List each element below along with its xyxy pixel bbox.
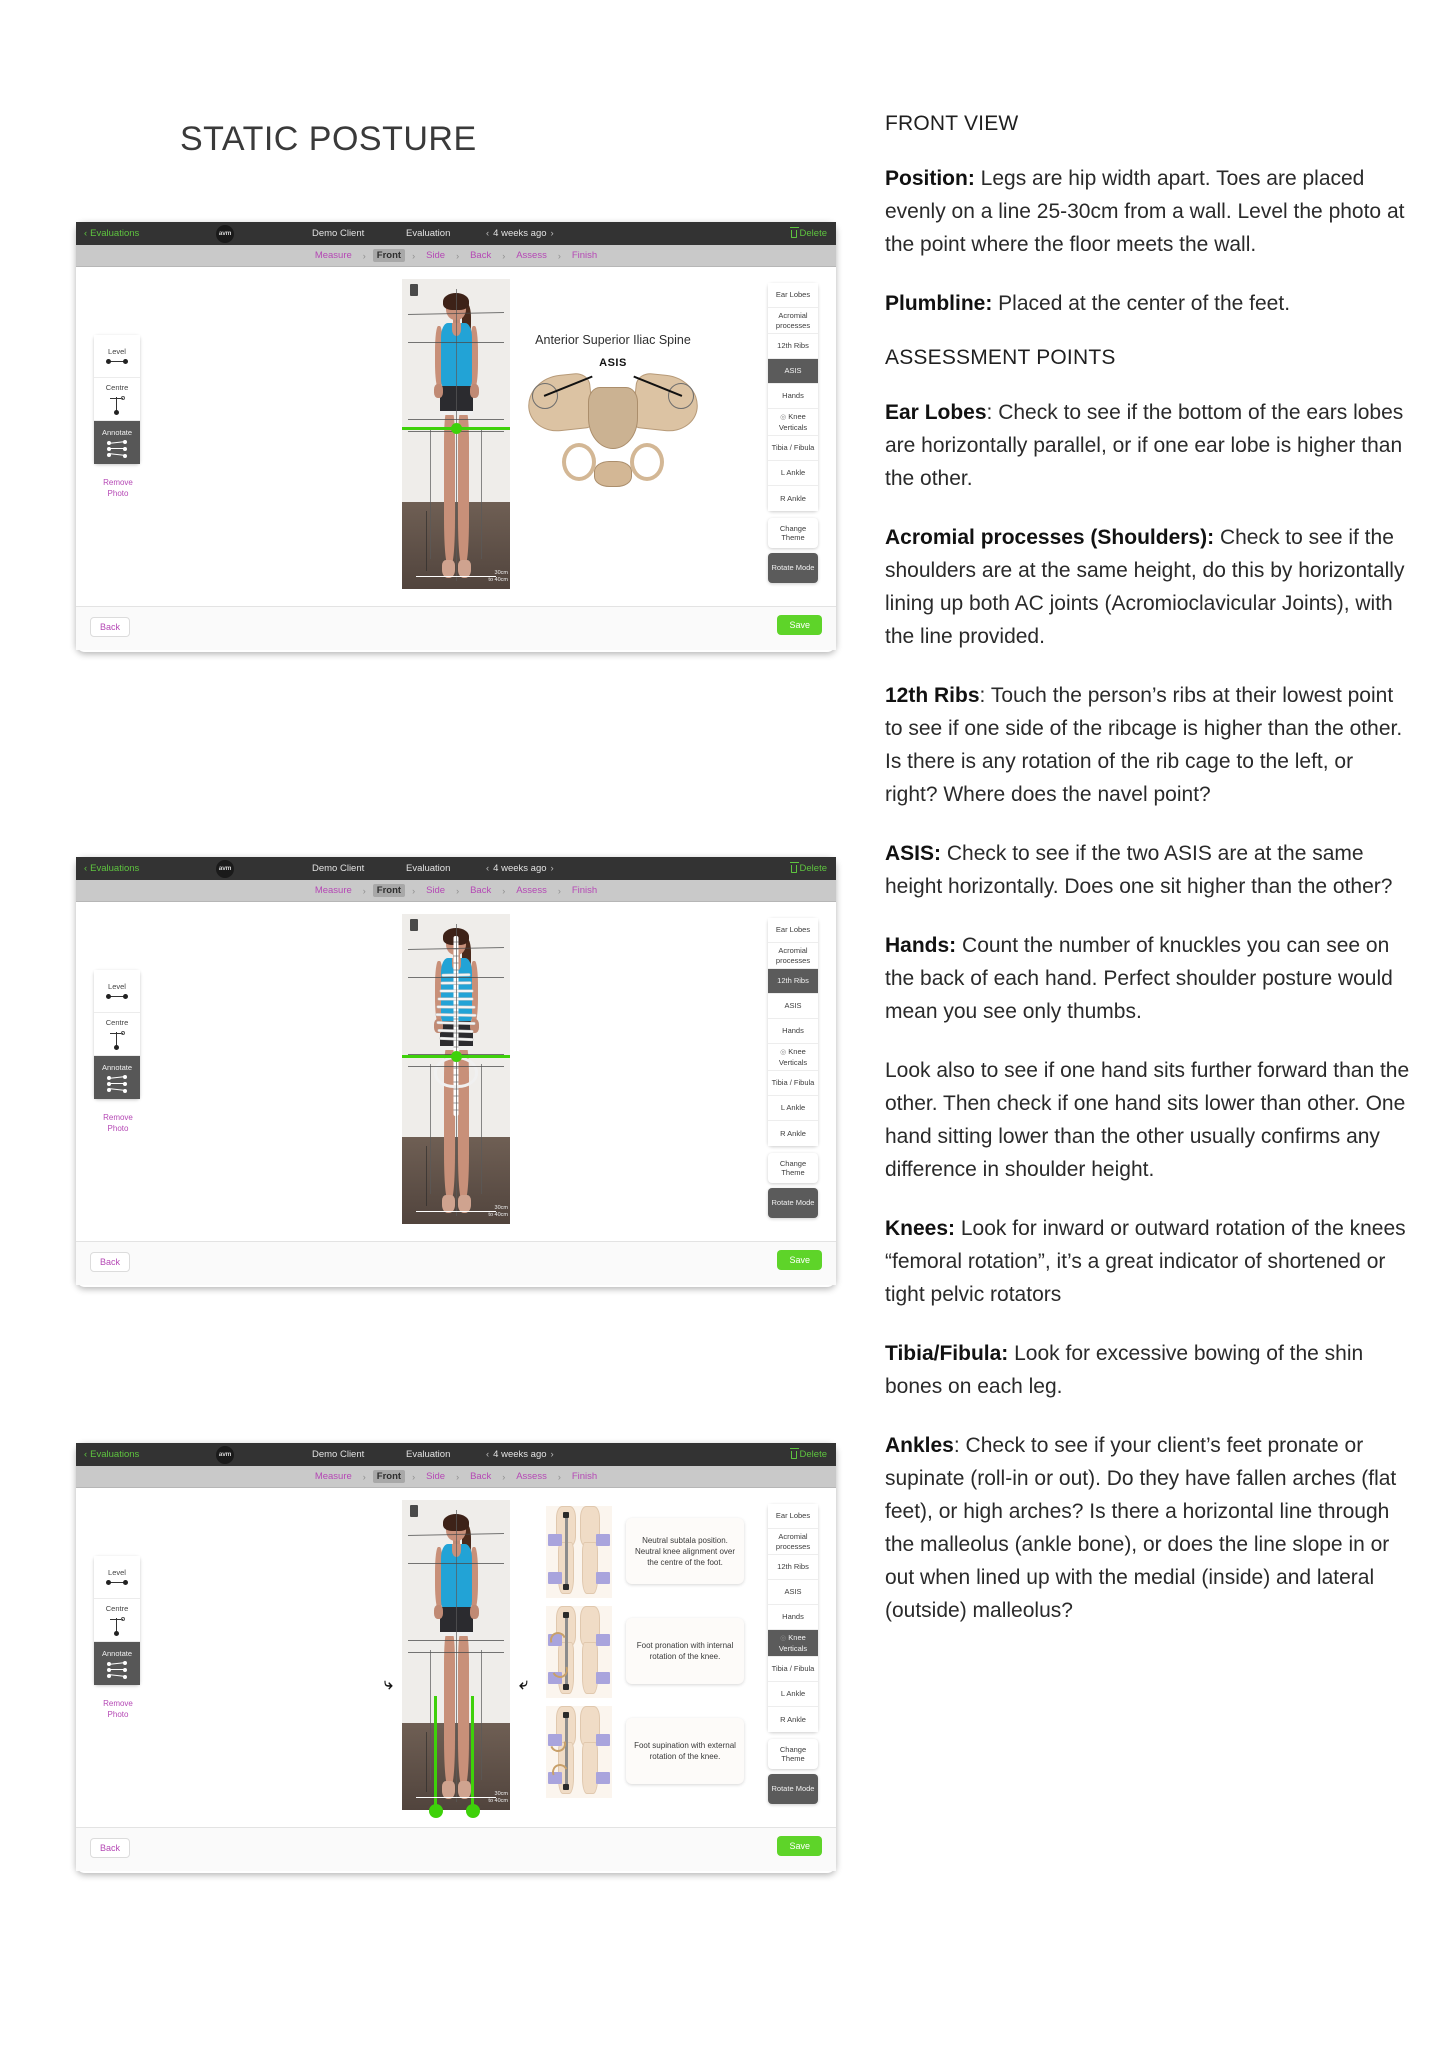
- date-stepper[interactable]: [486, 863, 554, 874]
- rotate-mode-button[interactable]: [768, 1188, 818, 1218]
- chevron-right-icon: ›: [557, 250, 561, 261]
- scale-label: 30cm to 40cm: [488, 1791, 508, 1804]
- assessment-point-asis[interactable]: [768, 994, 818, 1019]
- change-theme-label: Change Theme: [779, 1158, 807, 1177]
- knee-illustration-row: [546, 1606, 746, 1698]
- assessment-point-label: ◎ Knee Verticals: [778, 412, 808, 432]
- chevron-right-icon: ›: [412, 1471, 416, 1482]
- remove-photo-button[interactable]: Remove Photo: [103, 478, 133, 498]
- paragraph-ear-lobes: [885, 396, 1410, 495]
- breadcrumb-item-assess[interactable]: Assess: [516, 885, 547, 896]
- breadcrumb: [76, 245, 836, 267]
- left-tool-strip: [94, 970, 140, 1099]
- knee-illustration-row: [546, 1706, 746, 1798]
- breadcrumb-item-finish[interactable]: Finish: [571, 885, 598, 896]
- assessment-point-label: Tibia / Fibula: [771, 443, 815, 453]
- evaluation-title: Evaluation: [406, 228, 451, 239]
- save-button[interactable]: Save: [777, 615, 822, 635]
- app-bottom-bar: [76, 1241, 836, 1285]
- change-theme-label: Change Theme: [779, 1744, 807, 1763]
- scale-bar: [416, 1211, 496, 1213]
- heading-front-view: FRONT VIEW: [885, 112, 1019, 135]
- breadcrumb-item-back[interactable]: Back: [470, 885, 492, 896]
- trash-icon: [791, 1451, 797, 1459]
- lead-knees: Knees:: [885, 1217, 956, 1240]
- tool-centre-label: Centre: [105, 1018, 129, 1027]
- assessment-point-label: Hands: [782, 391, 804, 401]
- tool-annotate-button[interactable]: [94, 1642, 140, 1685]
- client-name: Demo Client: [312, 228, 365, 239]
- tool-level-label: Level: [108, 981, 126, 991]
- delete-button[interactable]: [791, 1449, 827, 1460]
- rotate-mode-label: Rotate Mode: [771, 563, 815, 573]
- client-photo[interactable]: [402, 914, 510, 1224]
- breadcrumb-item-side[interactable]: Side: [426, 885, 446, 896]
- body-ankles: : Check to see if your client’s feet pronate or supinate (roll-in or out). Do they have fallen arches (flat feet), or high arches? Is there a horizontal line through the malleolus (ankle bone), or does the line slope in or out when lined up with the medial (inside) and lateral (outside) malleolus?: [885, 1434, 1397, 1622]
- delete-label: Delete: [799, 1449, 827, 1460]
- lead-plumbline: Plumbline:: [885, 292, 993, 315]
- client-name: Demo Client: [312, 1449, 365, 1460]
- knee-icon: ◎: [780, 1635, 787, 1642]
- lead-ear-lobes: Ear Lobes: [885, 401, 987, 424]
- evaluation-title: Evaluation: [406, 863, 451, 874]
- delete-button[interactable]: [791, 863, 827, 874]
- assessment-point-knee-verticals[interactable]: [768, 1044, 818, 1071]
- back-button[interactable]: Back: [90, 1838, 130, 1858]
- chevron-right-icon: ›: [362, 250, 366, 261]
- assessment-point-label: 12th Ribs: [777, 341, 809, 351]
- breadcrumb-item-side[interactable]: Side: [426, 1471, 446, 1482]
- assessment-point-r-ankle[interactable]: [768, 1121, 818, 1146]
- paragraph-hands: [885, 929, 1410, 1028]
- evaluation-title: Evaluation: [406, 1449, 451, 1460]
- assessment-point-12th-ribs[interactable]: [768, 1555, 818, 1580]
- date-stepper[interactable]: [486, 1449, 554, 1460]
- app-logo: avm: [216, 1446, 234, 1464]
- knee-illustration-group: [546, 1506, 746, 1806]
- assessment-point-label: Ear Lobes: [775, 925, 811, 935]
- breadcrumb-item-assess[interactable]: Assess: [516, 250, 547, 261]
- back-to-evaluations-label: Evaluations: [90, 228, 140, 239]
- delete-label: Delete: [799, 863, 827, 874]
- breadcrumb: [76, 1466, 836, 1488]
- assessment-point-label: 12th Ribs: [777, 976, 809, 986]
- paragraph-hands-extra: [885, 1054, 1410, 1186]
- trash-icon: [791, 230, 797, 238]
- body-acromial: Check to see if the shoulders are at the same height, do this by horizontally lining up both AC joints (Acromioclavicular Joints), with the line provided.: [885, 526, 1405, 648]
- lead-hands: Hands:: [885, 934, 957, 957]
- breadcrumb-item-back[interactable]: Back: [470, 1471, 492, 1482]
- breadcrumb-item-front[interactable]: Front: [373, 884, 405, 897]
- body-12th-ribs: : Touch the person’s ribs at their lowest point to see if one side of the ribcage is higher than the other. Is there is any rotation of the rib cage to the left, or right? Where does the navel point?: [885, 684, 1403, 806]
- level-icon: [106, 1580, 128, 1587]
- assessment-point-ear-lobes[interactable]: [768, 1504, 818, 1529]
- breadcrumb-item-front[interactable]: Front: [373, 1470, 405, 1483]
- centre-icon: [109, 1030, 125, 1050]
- app-screenshot-panel-3: [76, 1443, 836, 1873]
- assessment-point-acromial-processes[interactable]: [768, 1529, 818, 1555]
- left-tool-strip: [94, 1556, 140, 1685]
- back-to-evaluations-label: Evaluations: [90, 863, 140, 874]
- chevron-right-icon: ›: [456, 885, 460, 896]
- chevron-right-icon[interactable]: ›: [550, 863, 554, 874]
- chevron-right-icon[interactable]: ›: [550, 228, 554, 239]
- paragraph-knees: [885, 1212, 1410, 1311]
- assessment-point-asis[interactable]: [768, 1580, 818, 1605]
- left-tool-strip: [94, 335, 140, 464]
- assessment-point-ear-lobes[interactable]: [768, 283, 818, 308]
- assessment-point-label: Ear Lobes: [775, 1511, 811, 1521]
- lead-position: Position:: [885, 167, 975, 190]
- assessment-text-column: [885, 112, 1410, 1653]
- tool-annotate-label: Annotate: [101, 427, 133, 437]
- breadcrumb-item-front[interactable]: Front: [373, 249, 405, 262]
- assessment-point-label: ASIS: [784, 1587, 802, 1597]
- chevron-right-icon: ›: [502, 1471, 506, 1482]
- change-theme-button[interactable]: [768, 1739, 818, 1769]
- assessment-point-hands[interactable]: [768, 1019, 818, 1044]
- knee-diagram-2: [546, 1606, 612, 1698]
- assessment-point-label: Hands: [782, 1612, 804, 1622]
- tool-level-button[interactable]: [94, 1556, 140, 1599]
- chevron-left-icon[interactable]: ‹: [486, 1449, 490, 1460]
- ankle-handle-right[interactable]: [466, 1804, 480, 1818]
- paragraph-position: [885, 162, 1410, 261]
- paragraph-tibia-fibula: [885, 1337, 1410, 1403]
- assessment-point-label: R Ankle: [780, 1128, 806, 1138]
- assessment-point-label: Tibia / Fibula: [771, 1078, 815, 1088]
- tool-centre-button[interactable]: [94, 1013, 140, 1056]
- body-ear-lobes: : Check to see if the bottom of the ears lobes are horizontally parallel, or if one ear lobe is higher than the other.: [885, 401, 1404, 490]
- breadcrumb: [76, 880, 836, 902]
- chevron-right-icon: ›: [362, 1471, 366, 1482]
- assessment-point-hands[interactable]: [768, 1605, 818, 1630]
- assessment-point-list: [768, 1504, 818, 1732]
- asis-illustration: [508, 333, 718, 513]
- lead-tibia-fibula: Tibia/Fibula:: [885, 1342, 1009, 1365]
- breadcrumb-item-finish[interactable]: Finish: [571, 1471, 598, 1482]
- centre-icon: [109, 1616, 125, 1636]
- remove-photo-button[interactable]: Remove Photo: [103, 1113, 133, 1133]
- body-hands-extra: Look also to see if one hand sits further forward than the other. Then check if one hand sits lower than other. One hand sitting lower than the other usually confirms any difference in shoulder height.: [885, 1059, 1410, 1181]
- paragraph-acromial: [885, 521, 1410, 653]
- back-to-evaluations-button[interactable]: [84, 863, 139, 874]
- asis-illustration-label: ASIS: [599, 357, 627, 369]
- chevron-left-icon: ‹: [84, 228, 88, 239]
- chevron-left-icon: ‹: [84, 863, 88, 874]
- assessment-point-tibia-fibula[interactable]: [768, 1071, 818, 1096]
- level-icon: [106, 359, 128, 366]
- heading-assessment-points: ASSESSMENT POINTS: [885, 346, 1116, 369]
- app-titlebar: [76, 222, 836, 245]
- assessment-point-asis[interactable]: [768, 359, 818, 384]
- knee-icon: ◎: [780, 414, 787, 421]
- save-button[interactable]: Save: [777, 1250, 822, 1270]
- annotate-icon: [106, 1661, 128, 1679]
- rotate-mode-label: Rotate Mode: [771, 1198, 815, 1208]
- tool-annotate-button[interactable]: [94, 1056, 140, 1099]
- assessment-point-list: [768, 918, 818, 1146]
- rotate-mode-button[interactable]: [768, 553, 818, 583]
- knee-illustration-row: [546, 1506, 746, 1598]
- scale-bar: [416, 576, 496, 578]
- assessment-point-label: Ear Lobes: [775, 290, 811, 300]
- assessment-point-label: ◎ Knee Verticals: [778, 1047, 808, 1067]
- date-label: 4 weeks ago: [493, 1449, 547, 1460]
- knee-icon: ◎: [780, 1049, 787, 1056]
- assessment-point-hands[interactable]: [768, 384, 818, 409]
- assessment-point-label: Tibia / Fibula: [771, 1664, 815, 1674]
- tool-level-button[interactable]: [94, 970, 140, 1013]
- date-label: 4 weeks ago: [493, 863, 547, 874]
- app-titlebar: [76, 1443, 836, 1466]
- tool-centre-label: Centre: [105, 1604, 129, 1613]
- assessment-point-label: ◎ Knee Verticals: [778, 1633, 808, 1653]
- trash-icon: [791, 865, 797, 873]
- app-screenshot-panel-1: [76, 222, 836, 652]
- chevron-right-icon[interactable]: ›: [550, 1449, 554, 1460]
- app-screenshot-panel-2: [76, 857, 836, 1287]
- knee-diagram-3: [546, 1706, 612, 1798]
- body-hands: Count the number of knuckles you can see on the back of each hand. Perfect shoulder posture would mean you see only thumbs.: [885, 934, 1393, 1023]
- asis-illustration-title: Anterior Superior Iliac Spine: [535, 333, 691, 347]
- breadcrumb-item-measure[interactable]: Measure: [314, 885, 352, 896]
- assessment-point-label: Acromial processes: [775, 1532, 811, 1551]
- app-canvas: [76, 1488, 836, 1827]
- tool-centre-button[interactable]: [94, 378, 140, 421]
- assessment-point-12th-ribs[interactable]: [768, 334, 818, 359]
- assessment-point-label: L Ankle: [780, 1689, 806, 1699]
- body-asis: Check to see if the two ASIS are at the same height horizontally. Does one sit higher than the other?: [885, 842, 1393, 898]
- chevron-right-icon: ›: [502, 250, 506, 261]
- lead-ankles: Ankles: [885, 1434, 954, 1457]
- assessment-point-l-ankle[interactable]: [768, 461, 818, 486]
- measure-handle[interactable]: [451, 1051, 462, 1062]
- tool-level-label: Level: [108, 1567, 126, 1577]
- breadcrumb-item-measure[interactable]: Measure: [314, 1471, 352, 1482]
- assessment-point-label: Acromial processes: [775, 946, 811, 965]
- assessment-point-l-ankle[interactable]: [768, 1096, 818, 1121]
- assessment-point-label: ASIS: [784, 1001, 802, 1011]
- delete-label: Delete: [799, 228, 827, 239]
- knee-caption-3: Foot supination with external rotation of the knee.: [626, 1718, 744, 1784]
- assessment-point-acromial-processes[interactable]: [768, 943, 818, 969]
- assessment-point-label: 12th Ribs: [777, 1562, 809, 1572]
- assessment-point-acromial-processes[interactable]: [768, 308, 818, 334]
- tool-level-button[interactable]: [94, 335, 140, 378]
- client-photo[interactable]: [402, 279, 510, 589]
- breadcrumb-item-measure[interactable]: Measure: [314, 250, 352, 261]
- chevron-right-icon: ›: [557, 1471, 561, 1482]
- chevron-right-icon: ›: [557, 885, 561, 896]
- lead-12th-ribs: 12th Ribs: [885, 684, 980, 707]
- change-theme-label: Change Theme: [779, 523, 807, 542]
- ankle-handle-left[interactable]: [429, 1804, 443, 1818]
- tool-annotate-button[interactable]: [94, 421, 140, 464]
- scale-bar: [416, 1797, 496, 1799]
- level-icon: [106, 994, 128, 1001]
- pelvis-graphic: [526, 369, 700, 501]
- tool-centre-button[interactable]: [94, 1599, 140, 1642]
- centre-icon: [109, 395, 125, 415]
- tool-level-label: Level: [108, 346, 126, 356]
- assessment-point-12th-ribs[interactable]: [768, 969, 818, 994]
- chevron-left-icon[interactable]: ‹: [486, 863, 490, 874]
- lead-asis: ASIS:: [885, 842, 942, 865]
- knee-caption-2: Foot pronation with internal rotation of the knee.: [626, 1618, 744, 1684]
- scale-label: 30cm to 40cm: [488, 570, 508, 583]
- breadcrumb-item-assess[interactable]: Assess: [516, 1471, 547, 1482]
- change-theme-button[interactable]: [768, 518, 818, 548]
- assessment-point-l-ankle[interactable]: [768, 1682, 818, 1707]
- assessment-point-label: L Ankle: [780, 468, 806, 478]
- back-to-evaluations-label: Evaluations: [90, 1449, 140, 1460]
- measure-handle[interactable]: [451, 423, 462, 434]
- app-titlebar: [76, 857, 836, 880]
- app-bottom-bar: [76, 1827, 836, 1871]
- knee-caption-1: Neutral subtala position. Neutral knee alignment over the centre of the foot.: [626, 1518, 744, 1584]
- body-tibia-fibula: Look for excessive bowing of the shin bones on each leg.: [885, 1342, 1364, 1398]
- wall-socket: [410, 1505, 418, 1517]
- rotate-mode-label: Rotate Mode: [771, 1784, 815, 1794]
- assessment-point-label: R Ankle: [780, 1714, 806, 1724]
- chevron-left-icon[interactable]: ‹: [486, 228, 490, 239]
- scale-label: 30cm to 40cm: [488, 1205, 508, 1218]
- body-position: Legs are hip width apart. Toes are placed evenly on a line 25-30cm from a wall. Level the photo at the point where the floor meets the wall.: [885, 167, 1405, 256]
- breadcrumb-item-finish[interactable]: Finish: [571, 250, 598, 261]
- save-button[interactable]: Save: [777, 1836, 822, 1856]
- client-photo[interactable]: [384, 1500, 528, 1810]
- tool-annotate-label: Annotate: [101, 1648, 133, 1658]
- app-canvas: [76, 267, 836, 606]
- body-knees: Look for inward or outward rotation of the knees “femoral rotation”, it’s a great indicator of shortened or tight pelvic rotators: [885, 1217, 1406, 1306]
- rotation-arrow-left-icon: ⤷: [384, 1676, 393, 1693]
- assessment-point-label: R Ankle: [780, 493, 806, 503]
- app-logo: avm: [216, 860, 234, 878]
- lead-acromial: Acromial processes (Shoulders):: [885, 526, 1215, 549]
- chevron-right-icon: ›: [362, 885, 366, 896]
- back-to-evaluations-button[interactable]: [84, 1449, 139, 1460]
- rotate-mode-button[interactable]: [768, 1774, 818, 1804]
- client-name: Demo Client: [312, 863, 365, 874]
- assessment-point-ear-lobes[interactable]: [768, 918, 818, 943]
- back-to-evaluations-button[interactable]: [84, 228, 139, 239]
- chevron-right-icon: ›: [412, 885, 416, 896]
- change-theme-button[interactable]: [768, 1153, 818, 1183]
- app-bottom-bar: [76, 606, 836, 650]
- app-canvas: [76, 902, 836, 1241]
- assessment-point-label: ASIS: [784, 366, 802, 376]
- back-button[interactable]: Back: [90, 1252, 130, 1272]
- knee-diagram-1: [546, 1506, 612, 1598]
- wall-socket: [410, 284, 418, 296]
- remove-photo-button[interactable]: Remove Photo: [103, 1699, 133, 1719]
- assessment-point-label: Acromial processes: [775, 311, 811, 330]
- breadcrumb-item-back[interactable]: Back: [470, 250, 492, 261]
- assessment-point-tibia-fibula[interactable]: [768, 1657, 818, 1682]
- chevron-right-icon: ›: [456, 250, 460, 261]
- assessment-point-r-ankle[interactable]: [768, 1707, 818, 1732]
- delete-button[interactable]: [791, 228, 827, 239]
- assessment-point-list: [768, 283, 818, 511]
- date-stepper[interactable]: [486, 228, 554, 239]
- app-logo: avm: [216, 225, 234, 243]
- tool-annotate-label: Annotate: [101, 1062, 133, 1072]
- body-plumbline: Placed at the center of the feet.: [992, 292, 1291, 315]
- chevron-right-icon: ›: [412, 250, 416, 261]
- chevron-right-icon: ›: [502, 885, 506, 896]
- wall-socket: [410, 919, 418, 931]
- chevron-right-icon: ›: [456, 1471, 460, 1482]
- paragraph-ankles: [885, 1429, 1410, 1627]
- assessment-point-r-ankle[interactable]: [768, 486, 818, 511]
- rotation-arrow-right-icon: ⤶: [519, 1676, 528, 1693]
- assessment-point-knee-verticals[interactable]: [768, 409, 818, 436]
- paragraph-12th-ribs: [885, 679, 1410, 811]
- back-button[interactable]: Back: [90, 617, 130, 637]
- assessment-point-tibia-fibula[interactable]: [768, 436, 818, 461]
- date-label: 4 weeks ago: [493, 228, 547, 239]
- annotate-icon: [106, 1075, 128, 1093]
- paragraph-plumbline: [885, 287, 1410, 320]
- assessment-point-label: Hands: [782, 1026, 804, 1036]
- annotate-icon: [106, 440, 128, 458]
- page-title: STATIC POSTURE: [180, 120, 477, 158]
- tool-centre-label: Centre: [105, 383, 129, 392]
- assessment-point-knee-verticals[interactable]: [768, 1630, 818, 1657]
- assessment-point-label: L Ankle: [780, 1103, 806, 1113]
- breadcrumb-item-side[interactable]: Side: [426, 250, 446, 261]
- paragraph-asis: [885, 837, 1410, 903]
- chevron-left-icon: ‹: [84, 1449, 88, 1460]
